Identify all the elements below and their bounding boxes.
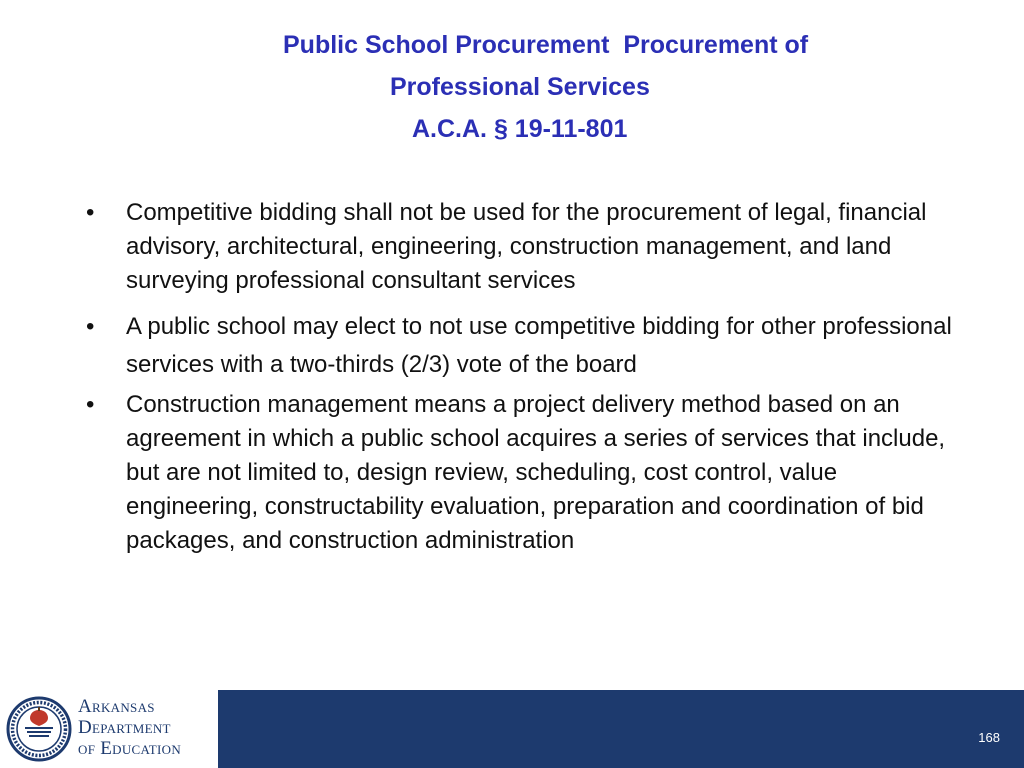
logo-line-2: Department — [78, 717, 171, 738]
logo-line-3: of Education — [78, 738, 182, 759]
slide-title-line-2: Professional Services — [390, 73, 650, 101]
slide-title-line-1: Public School Procurement Procurement of — [283, 31, 809, 59]
bullet-list — [84, 196, 954, 558]
department-seal-icon — [6, 696, 72, 762]
bullet-item: • Construction management means a project delivery method based on an agreement in which a public school acquires a series of services that include, but are not limited to, design review, scheduling, cost control, value engineering, constructability evaluation, preparation and coordination of bid packages, and construction administration — [84, 388, 954, 558]
page-number: 168 — [978, 730, 1000, 745]
bullet-item: • A public school may elect to not use competitive bidding for other professional services with a two-thirds (2/3) vote of the board — [84, 308, 954, 384]
footer-bar — [218, 690, 1024, 768]
department-logo-text — [78, 696, 218, 759]
slide-title-line-3: A.C.A. § 19-11-801 — [412, 115, 628, 143]
footer-logo-area — [0, 690, 218, 768]
footer — [0, 690, 1024, 768]
bullet-item: • Competitive bidding shall not be used for the procurement of legal, financial advisory, architectural, engineering, construction management, and land surveying professional consultant services — [84, 196, 954, 298]
logo-line-1: Arkansas — [78, 696, 155, 717]
